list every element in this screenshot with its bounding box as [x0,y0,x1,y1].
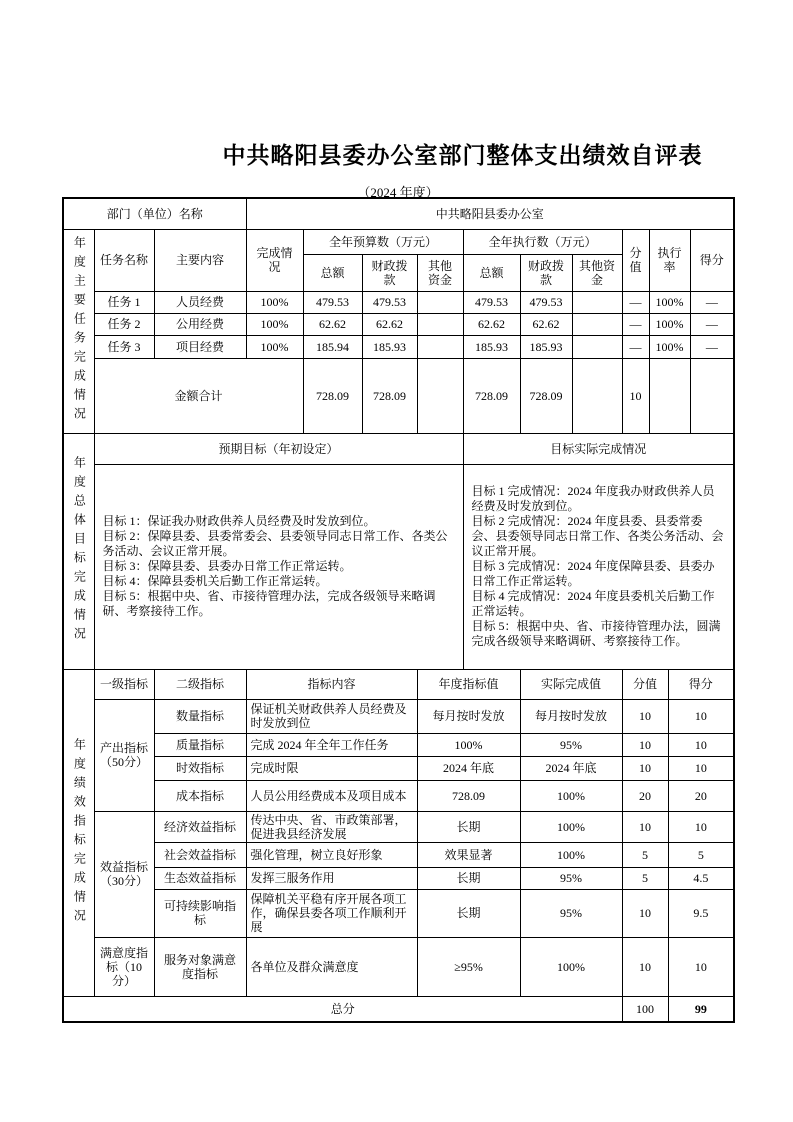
level2-cell: 生态效益指标 [154,867,246,889]
budget-total-cell: 479.53 [303,291,362,313]
goals-side-label: 年度总体目标完成情况 [72,456,87,646]
budget-group-header: 全年预算数（万元） [303,229,463,254]
goals-expected-cell [94,464,463,669]
indicator-actual-cell: 95% [520,889,622,937]
exec-fiscal-cell: 62.62 [520,313,572,335]
exec-group-header: 全年执行数（万元） [463,229,622,254]
amount-total-row [63,358,734,433]
task-row [63,335,734,358]
task-row [63,313,734,335]
goal-line: 目标 4：保障县委机关后勤工作正常运转。 [102,574,328,588]
level1-group-cell: 满意度指标（10分） [94,937,154,996]
exec-other-cell [572,291,622,313]
budget-fiscal-cell: 479.53 [362,291,417,313]
budget-fiscal-header: 财政拨款 [362,254,417,291]
page-title: 中共略阳县委办公室部门整体支出绩效自评表 [222,142,703,168]
indicator-content-cell: 发挥三服务作用 [246,867,417,889]
budget-total-cell: 185.94 [303,335,362,358]
points-cell: 10 [622,358,649,433]
tasks-side-label-cell [63,229,94,433]
indicator-score-cell: 10 [668,699,734,733]
exec-rate-cell: 100% [649,313,690,335]
indicator-content-cell: 完成 2024 年全年工作任务 [246,733,417,756]
budget-fiscal-cell: 185.93 [362,335,417,358]
budget-total-cell: 728.09 [303,358,362,433]
goals-body-row [63,464,734,669]
level2-cell: 数量指标 [154,699,246,733]
exec-fiscal-cell: 185.93 [520,335,572,358]
indicators-side-label-cell [63,669,94,996]
exec-other-cell [572,335,622,358]
budget-other-cell [417,313,463,335]
indicator-actual-cell: 100% [520,842,622,867]
dept-label-cell: 部门（单位）名称 [63,198,246,229]
indicator-score-cell: 20 [668,780,734,811]
indicator-points-cell: 20 [622,780,668,811]
exec-total-cell: 185.93 [463,335,520,358]
level1-group-cell: 效益指标（30分） [94,811,154,937]
level2-cell: 时效指标 [154,756,246,780]
indicator-row [63,733,734,756]
exec-other-cell [572,313,622,335]
indicator-points-cell: 10 [622,811,668,842]
goals-actual-header: 目标实际完成情况 [463,433,734,464]
score-cell: — [690,313,734,335]
goal-line: 目标 2 完成情况：2024 年度县委、县委常委会、县委领导同志日常工作、各类公务活动、会议正常开展。 [471,514,724,558]
goal-line: 目标 1 完成情况：2024 年度我办财政供养人员经费及时发放到位。 [471,484,715,513]
goal-line: 目标 3 完成情况：2024 年度保障县委、县委办日常工作正常运转。 [471,559,715,588]
indicator-score-cell: 10 [668,733,734,756]
level2-cell: 经济效益指标 [154,811,246,842]
amount-total-label-cell: 金额合计 [94,358,303,433]
task-name-cell: 任务 1 [94,291,154,313]
dept-value-cell: 中共略阳县委办公室 [246,198,734,229]
points-cell: — [622,313,649,335]
exec-rate-cell: 100% [649,291,690,313]
task-content-header: 主要内容 [154,229,246,291]
indicator-points-cell: 10 [622,699,668,733]
indicator-content-cell: 保证机关财政供养人员经费及时发放到位 [246,699,417,733]
task-completion-cell: 100% [246,313,303,335]
task-completion-header: 完成情况 [246,229,303,291]
indicator-target-cell: 728.09 [417,780,520,811]
exec-fiscal-header: 财政拨款 [520,254,572,291]
level1-header: 一级指标 [94,669,154,699]
indicator-points-cell: 10 [622,756,668,780]
indicator-target-header: 年度指标值 [417,669,520,699]
indicator-score-cell: 9.5 [668,889,734,937]
indicator-content-cell: 保障机关平稳有序开展各项工作，确保县委各项工作顺利开展 [246,889,417,937]
level2-cell: 成本指标 [154,780,246,811]
task-row [63,291,734,313]
indicator-target-cell: 100% [417,733,520,756]
task-name-cell: 任务 2 [94,313,154,335]
indicator-content-cell: 传达中央、省、市政策部署，促进我县经济发展 [246,811,417,842]
goals-actual-cell [463,464,734,669]
exec-total-header: 总额 [463,254,520,291]
budget-fiscal-cell: 728.09 [362,358,417,433]
indicator-points-cell: 10 [622,733,668,756]
task-completion-cell: 100% [246,335,303,358]
goal-line: 目标 3：保障县委、县委办日常工作正常运转。 [102,559,352,573]
indicator-content-header: 指标内容 [246,669,417,699]
indicator-actual-cell: 每月按时发放 [520,699,622,733]
level2-cell: 社会效益指标 [154,842,246,867]
page-subtitle: （2024 年度） [357,185,439,200]
indicator-points-cell: 10 [622,937,668,996]
indicator-actual-cell: 95% [520,733,622,756]
indicator-content-cell: 完成时限 [246,756,417,780]
exec-total-cell: 62.62 [463,313,520,335]
indicator-target-cell: 长期 [417,867,520,889]
points-header: 分值 [622,229,649,291]
budget-fiscal-cell: 62.62 [362,313,417,335]
goals-expected-header: 预期目标（年初设定） [94,433,463,464]
level2-cell: 可持续影响指标 [154,889,246,937]
task-content-cell: 人员经费 [154,291,246,313]
score-header: 得分 [690,229,734,291]
exec-fiscal-cell: 728.09 [520,358,572,433]
indicator-row [63,889,734,937]
indicator-target-cell: ≥95% [417,937,520,996]
points-cell: — [622,335,649,358]
indicator-score-cell: 10 [668,756,734,780]
exec-total-cell: 479.53 [463,291,520,313]
points-cell: — [622,291,649,313]
level1-group-cell: 产出指标（50分） [94,699,154,811]
indicator-target-cell: 长期 [417,889,520,937]
indicator-row [63,811,734,842]
indicator-score-cell: 10 [668,811,734,842]
goal-line: 目标 2：保障县委、县委常委会、县委领导同志日常工作、各类公务活动、会议正常开展。 [102,529,448,558]
exec-fiscal-cell: 479.53 [520,291,572,313]
indicator-row [63,937,734,996]
indicator-score-cell: 5 [668,842,734,867]
indicator-score-cell: 10 [668,937,734,996]
indicator-score-header: 得分 [668,669,734,699]
goal-line: 目标 1：保证我办财政供养人员经费及时发放到位。 [102,514,376,528]
budget-other-header: 其他资金 [417,254,463,291]
indicator-points-cell: 10 [622,889,668,937]
tasks-side-label: 年度主要任务完成情况 [72,236,87,426]
indicator-actual-cell: 100% [520,811,622,842]
exec-rate-cell: 100% [649,335,690,358]
indicator-actual-cell: 2024 年底 [520,756,622,780]
indicator-points-cell: 5 [622,842,668,867]
exec-other-cell [572,358,622,433]
goal-line: 目标 5：根据中央、省、市接待管理办法，圆满完成各级领导来略调研、考察接待工作。 [471,619,721,648]
indicator-content-cell: 人员公用经费成本及项目成本 [246,780,417,811]
total-score-label-cell: 总分 [63,996,622,1022]
indicator-row [63,756,734,780]
task-name-header: 任务名称 [94,229,154,291]
task-content-cell: 项目经费 [154,335,246,358]
level2-cell: 服务对象满意度指标 [154,937,246,996]
indicator-row [63,780,734,811]
indicator-row [63,842,734,867]
indicator-actual-cell: 100% [520,780,622,811]
indicator-row [63,699,734,733]
budget-other-cell [417,335,463,358]
indicator-target-cell: 长期 [417,811,520,842]
score-cell: — [690,335,734,358]
exec-rate-cell [649,358,690,433]
budget-other-cell [417,358,463,433]
indicator-actual-cell: 95% [520,867,622,889]
exec-total-cell: 728.09 [463,358,520,433]
budget-total-cell: 62.62 [303,313,362,335]
indicator-actual-cell: 100% [520,937,622,996]
indicator-points-cell: 5 [622,867,668,889]
indicators-side-label: 年度绩效指标完成情况 [72,737,87,928]
level2-cell: 质量指标 [154,733,246,756]
exec-rate-header: 执行率 [649,229,690,291]
total-points-cell: 100 [622,996,668,1022]
total-score-row [63,996,734,1022]
indicators-header-row [63,669,734,699]
indicator-content-cell: 各单位及群众满意度 [246,937,417,996]
indicator-row [63,867,734,889]
indicator-points-header: 分值 [622,669,668,699]
dept-row [63,198,734,229]
indicator-target-cell: 效果显著 [417,842,520,867]
budget-other-cell [417,291,463,313]
level2-header: 二级指标 [154,669,246,699]
indicator-actual-header: 实际完成值 [520,669,622,699]
self-evaluation-table [62,197,735,1023]
score-cell: — [690,291,734,313]
total-score-value-cell: 99 [668,996,734,1022]
exec-other-header: 其他资金 [572,254,622,291]
goals-side-label-cell [63,433,94,669]
task-completion-cell: 100% [246,291,303,313]
indicator-score-cell: 4.5 [668,867,734,889]
goal-line: 目标 5：根据中央、省、市接待管理办法，完成各级领导来略调研、考察接待工作。 [102,589,436,618]
indicator-target-cell: 2024 年底 [417,756,520,780]
budget-total-header: 总额 [303,254,362,291]
score-cell [690,358,734,433]
indicator-content-cell: 强化管理，树立良好形象 [246,842,417,867]
goals-header-row [63,433,734,464]
tasks-header-row-1 [63,229,734,254]
goal-line: 目标 4 完成情况：2024 年度县委机关后勤工作正常运转。 [471,589,715,618]
task-content-cell: 公用经费 [154,313,246,335]
indicator-target-cell: 每月按时发放 [417,699,520,733]
task-name-cell: 任务 3 [94,335,154,358]
